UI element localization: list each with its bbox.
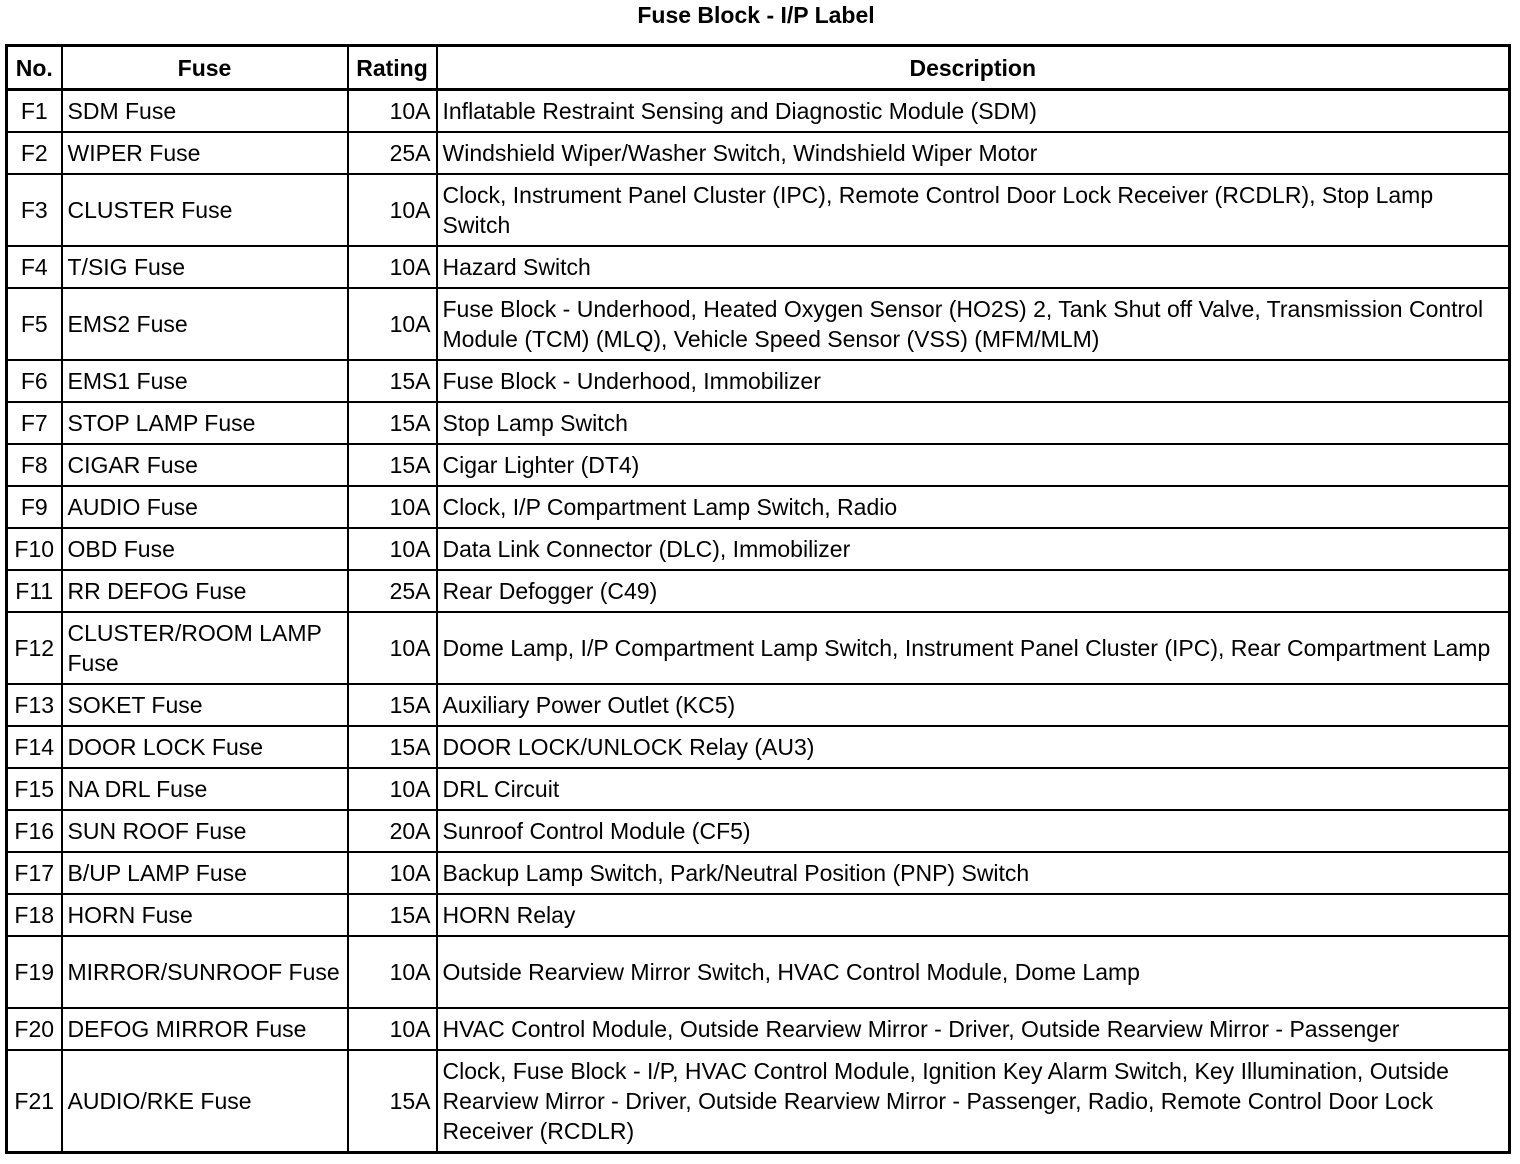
column-header-fuse: Fuse <box>62 46 348 90</box>
cell-description: HORN Relay <box>437 894 1510 936</box>
cell-description: Outside Rearview Mirror Switch, HVAC Control Module, Dome Lamp <box>437 936 1510 1008</box>
page-title: Fuse Block - I/P Label <box>637 2 875 28</box>
cell-fuse: B/UP LAMP Fuse <box>62 852 348 894</box>
cell-fuse: SOKET Fuse <box>62 684 348 726</box>
cell-description: Windshield Wiper/Washer Switch, Windshield Wiper Motor <box>437 132 1510 174</box>
cell-rating: 10A <box>348 288 437 360</box>
cell-rating: 10A <box>348 174 437 246</box>
cell-rating: 25A <box>348 570 437 612</box>
column-header-rating: Rating <box>348 46 437 90</box>
cell-fuse: NA DRL Fuse <box>62 768 348 810</box>
cell-no: F6 <box>7 360 62 402</box>
cell-no: F18 <box>7 894 62 936</box>
cell-description: Hazard Switch <box>437 246 1510 288</box>
table-row <box>7 528 1510 570</box>
cell-rating: 15A <box>348 402 437 444</box>
cell-description: Clock, I/P Compartment Lamp Switch, Radio <box>437 486 1510 528</box>
table-row <box>7 90 1510 133</box>
cell-no: F13 <box>7 684 62 726</box>
cell-rating: 15A <box>348 726 437 768</box>
cell-no: F10 <box>7 528 62 570</box>
cell-no: F21 <box>7 1050 62 1153</box>
table-row <box>7 810 1510 852</box>
table-row <box>7 684 1510 726</box>
cell-no: F9 <box>7 486 62 528</box>
cell-fuse: DOOR LOCK Fuse <box>62 726 348 768</box>
cell-fuse: T/SIG Fuse <box>62 246 348 288</box>
cell-rating: 10A <box>348 936 437 1008</box>
cell-description: Sunroof Control Module (CF5) <box>437 810 1510 852</box>
table-row <box>7 726 1510 768</box>
cell-rating: 10A <box>348 612 437 684</box>
cell-no: F4 <box>7 246 62 288</box>
cell-fuse: HORN Fuse <box>62 894 348 936</box>
cell-no: F20 <box>7 1008 62 1050</box>
cell-fuse: EMS1 Fuse <box>62 360 348 402</box>
column-header-description: Description <box>437 46 1510 90</box>
table-row <box>7 246 1510 288</box>
cell-fuse: WIPER Fuse <box>62 132 348 174</box>
cell-no: F11 <box>7 570 62 612</box>
cell-description: HVAC Control Module, Outside Rearview Mirror - Driver, Outside Rearview Mirror - Passenger <box>437 1008 1510 1050</box>
table-row <box>7 1008 1510 1050</box>
cell-no: F7 <box>7 402 62 444</box>
fuse-table <box>5 44 1511 1154</box>
cell-rating: 10A <box>348 90 437 133</box>
column-header-no: No. <box>7 46 62 90</box>
cell-description: Data Link Connector (DLC), Immobilizer <box>437 528 1510 570</box>
cell-description: Backup Lamp Switch, Park/Neutral Position (PNP) Switch <box>437 852 1510 894</box>
cell-no: F2 <box>7 132 62 174</box>
cell-fuse: MIRROR/SUNROOF Fuse <box>62 936 348 1008</box>
cell-rating: 15A <box>348 444 437 486</box>
table-header-row <box>7 46 1510 90</box>
table-row <box>7 768 1510 810</box>
table-row <box>7 444 1510 486</box>
cell-fuse: RR DEFOG Fuse <box>62 570 348 612</box>
cell-fuse: CLUSTER Fuse <box>62 174 348 246</box>
cell-rating: 10A <box>348 1008 437 1050</box>
table-row <box>7 1050 1510 1153</box>
cell-fuse: AUDIO Fuse <box>62 486 348 528</box>
cell-rating: 10A <box>348 246 437 288</box>
table-row <box>7 360 1510 402</box>
cell-description: DRL Circuit <box>437 768 1510 810</box>
cell-no: F19 <box>7 936 62 1008</box>
cell-description: Fuse Block - Underhood, Heated Oxygen Sensor (HO2S) 2, Tank Shut off Valve, Transmission Control Module (TCM) (MLQ), Vehicle Speed Sensor (VSS) (MFM/MLM) <box>437 288 1510 360</box>
cell-no: F8 <box>7 444 62 486</box>
table-row <box>7 570 1510 612</box>
cell-fuse: STOP LAMP Fuse <box>62 402 348 444</box>
cell-no: F1 <box>7 90 62 133</box>
cell-description: DOOR LOCK/UNLOCK Relay (AU3) <box>437 726 1510 768</box>
cell-description: Dome Lamp, I/P Compartment Lamp Switch, Instrument Panel Cluster (IPC), Rear Compartment Lamp <box>437 612 1510 684</box>
cell-description: Fuse Block - Underhood, Immobilizer <box>437 360 1510 402</box>
table-row <box>7 402 1510 444</box>
cell-no: F17 <box>7 852 62 894</box>
cell-no: F5 <box>7 288 62 360</box>
cell-rating: 15A <box>348 360 437 402</box>
cell-fuse: EMS2 Fuse <box>62 288 348 360</box>
cell-rating: 15A <box>348 894 437 936</box>
cell-no: F15 <box>7 768 62 810</box>
cell-description: Stop Lamp Switch <box>437 402 1510 444</box>
cell-no: F12 <box>7 612 62 684</box>
cell-fuse: SDM Fuse <box>62 90 348 133</box>
table-row <box>7 852 1510 894</box>
cell-no: F16 <box>7 810 62 852</box>
cell-rating: 10A <box>348 768 437 810</box>
cell-fuse: CIGAR Fuse <box>62 444 348 486</box>
cell-fuse: DEFOG MIRROR Fuse <box>62 1008 348 1050</box>
cell-description: Rear Defogger (C49) <box>437 570 1510 612</box>
cell-fuse: AUDIO/RKE Fuse <box>62 1050 348 1153</box>
table-row <box>7 936 1510 1008</box>
cell-rating: 20A <box>348 810 437 852</box>
table-row <box>7 894 1510 936</box>
cell-description: Cigar Lighter (DT4) <box>437 444 1510 486</box>
table-row <box>7 132 1510 174</box>
table-row <box>7 612 1510 684</box>
cell-rating: 10A <box>348 486 437 528</box>
cell-fuse: OBD Fuse <box>62 528 348 570</box>
cell-no: F3 <box>7 174 62 246</box>
cell-description: Auxiliary Power Outlet (KC5) <box>437 684 1510 726</box>
cell-description: Clock, Fuse Block - I/P, HVAC Control Module, Ignition Key Alarm Switch, Key Illumination, Outside Rearview Mirror - Driver, Outside Rearview Mirror - Passenger, Radio, Remote Control Door Lock Receiver (RCDLR) <box>437 1050 1510 1153</box>
cell-rating: 25A <box>348 132 437 174</box>
cell-rating: 10A <box>348 852 437 894</box>
cell-fuse: CLUSTER/ROOM LAMP Fuse <box>62 612 348 684</box>
cell-rating: 10A <box>348 528 437 570</box>
table-row <box>7 174 1510 246</box>
cell-rating: 15A <box>348 684 437 726</box>
cell-fuse: SUN ROOF Fuse <box>62 810 348 852</box>
table-row <box>7 486 1510 528</box>
cell-no: F14 <box>7 726 62 768</box>
cell-description: Inflatable Restraint Sensing and Diagnostic Module (SDM) <box>437 90 1510 133</box>
table-row <box>7 288 1510 360</box>
cell-rating: 15A <box>348 1050 437 1153</box>
cell-description: Clock, Instrument Panel Cluster (IPC), Remote Control Door Lock Receiver (RCDLR), Stop Lamp Switch <box>437 174 1510 246</box>
